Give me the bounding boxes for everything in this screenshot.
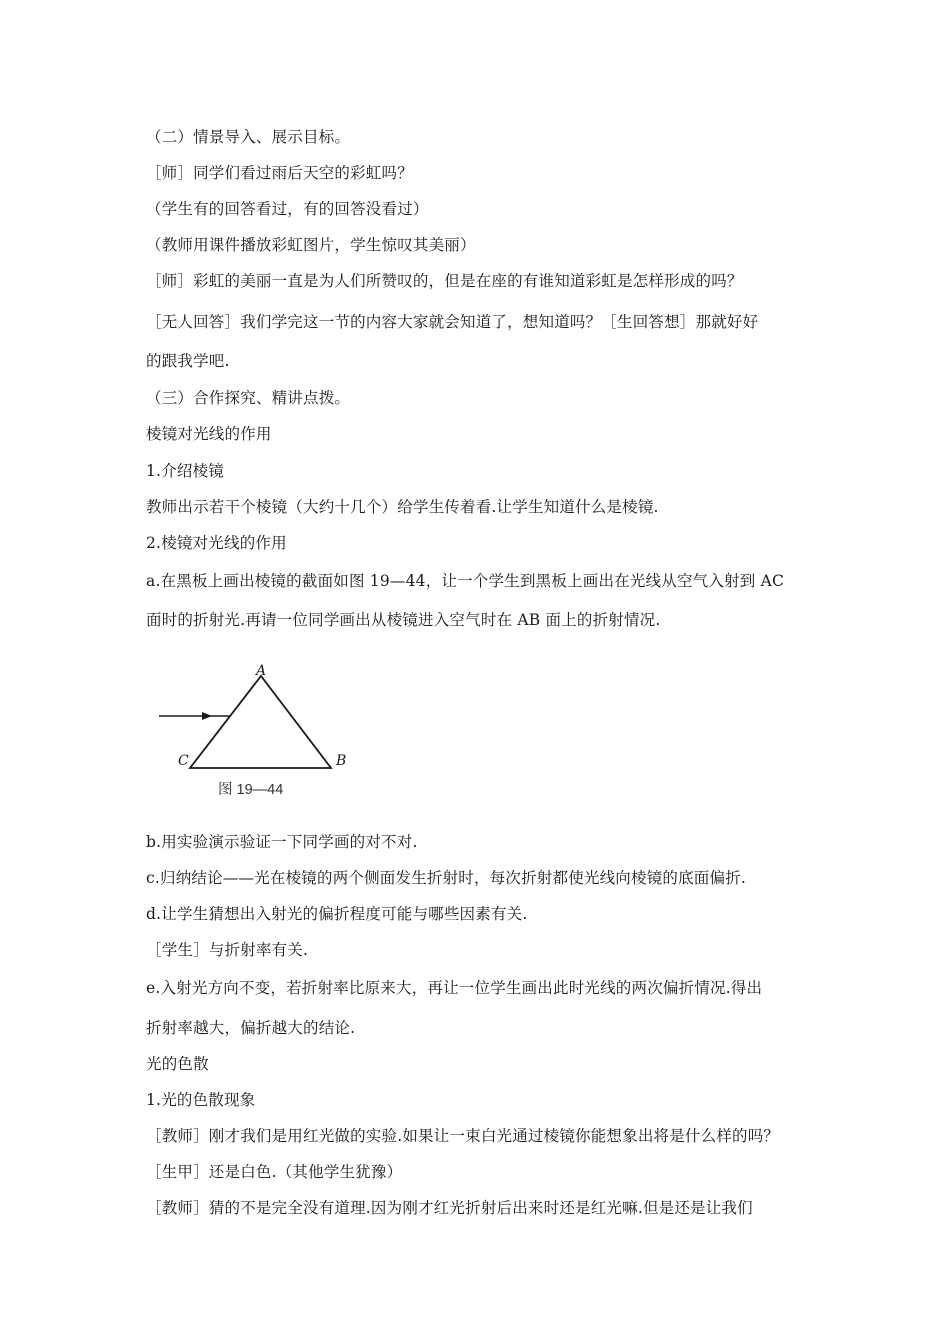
paragraph: （教师用课件播放彩虹图片，学生惊叹其美丽） (146, 236, 476, 254)
section-heading-3: （三）合作探究、精讲点拨。 (146, 389, 351, 407)
paragraph-continued: 折射率越大，偏折越大的结论. (146, 1019, 356, 1037)
prism-triangle (190, 676, 331, 768)
paragraph: ［教师］猜的不是完全没有道理.因为刚才红光折射后出来时还是红光嘛.但是还是让我们 (146, 1199, 753, 1217)
vertex-label-a: A (256, 663, 267, 679)
subheading: 光的色散 (146, 1055, 209, 1073)
ray-arrow-icon (202, 712, 212, 720)
paragraph-continued: 面时的折射光.再请一位同学画出从棱镜进入空气时在 AB 面上的折射情况. (146, 611, 661, 629)
paragraph-continued: 的跟我学吧. (146, 352, 230, 370)
paragraph: e.入射光方向不变，若折射率比原来大，再让一位学生画出此时光线的两次偏折情况.得出 (146, 979, 763, 997)
vertex-label-c: C (178, 753, 189, 769)
paragraph: ［生甲］还是白色.（其他学生犹豫） (146, 1163, 403, 1181)
section-heading-2: （二）情景导入、展示目标。 (146, 128, 351, 146)
paragraph: ［师］彩虹的美丽一直是为人们所赞叹的，但是在座的有谁知道彩虹是怎样形成的吗？ (146, 272, 743, 290)
figure-caption: 图 19—44 (218, 782, 284, 798)
subheading: 棱镜对光线的作用 (146, 425, 272, 443)
list-item: 2.棱镜对光线的作用 (146, 534, 287, 552)
paragraph: ［学生］与折射率有关. (146, 941, 309, 959)
paragraph: b.用实验演示验证一下同学画的对不对. (146, 833, 418, 851)
paragraph: ［教师］刚才我们是用红光做的实验.如果让一束白光通过棱镜你能想象出将是什么样的吗？ (146, 1127, 780, 1145)
vertex-label-b: B (336, 753, 347, 769)
paragraph: ［师］同学们看过雨后天空的彩虹吗？ (146, 164, 413, 182)
paragraph: ［无人回答］我们学完这一节的内容大家就会知道了，想知道吗？［生回答想］那就好好 (146, 313, 759, 331)
prism-diagram (150, 660, 360, 785)
paragraph: a.在黑板上画出棱镜的截面如图 19—44，让一个学生到黑板上画出在光线从空气入射到 AC (146, 572, 785, 590)
paragraph: （学生有的回答看过，有的回答没看过） (146, 200, 429, 218)
paragraph: d.让学生猜想出入射光的偏折程度可能与哪些因素有关. (146, 905, 528, 923)
list-item: 1.介绍棱镜 (146, 462, 224, 480)
list-item: 1.光的色散现象 (146, 1091, 256, 1109)
paragraph: c.归纳结论——光在棱镜的两个侧面发生折射时，每次折射都使光线向棱镜的底面偏折. (146, 869, 747, 887)
paragraph: 教师出示若干个棱镜（大约十几个）给学生传着看.让学生知道什么是棱镜. (146, 498, 659, 516)
